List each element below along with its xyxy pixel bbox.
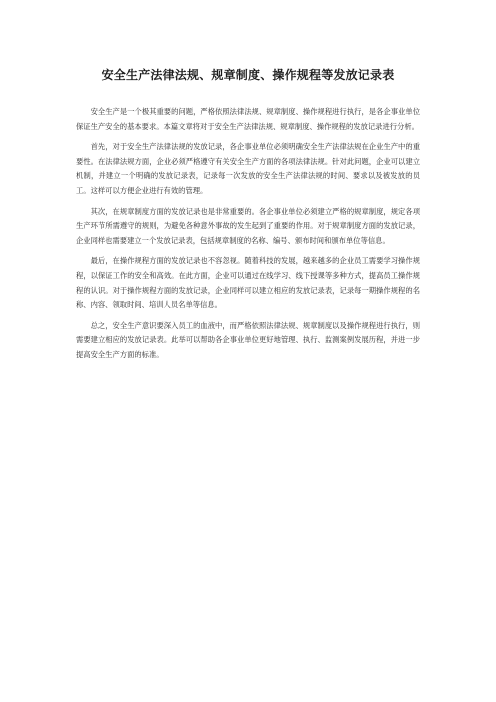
document-title: 安全生产法律法规、规章制度、操作规程等发放记录表 <box>101 68 395 82</box>
paragraph-conclusion: 总之，安全生产意识要深入员工的血液中，而严格依照法律法规、规章制度以及操作规程进行执行，则需要建立相应的发放记录表。此举可以帮助各企事业单位更好地管理、执行、监测案例发展历程，并进一步提高安全生产方面的标准。 <box>76 320 420 359</box>
paragraph-intro: 安全生产是一个极其重要的问题，严格依照法律法规、规章制度、操作规程进行执行，是各企事业单位保证生产安全的基本要求。本篇文章将对于安全生产法律法规、规章制度、操作规程的发放记录进行分析。 <box>76 107 420 131</box>
document-body <box>76 105 420 369</box>
paragraph-regulations: 其次，在规章制度方面的发放记录也是非常重要的。各企事业单位必须建立严格的规章制度，规定各项生产环节所需遵守的规则，为避免各种意外事故的发生起到了重要的作用。对于规章制度方面的发放记录，企业同样也需要建立一个发放记录表，包括规章制度的名称、编号、颁布时间和颁布单位等信息。 <box>76 206 420 245</box>
paragraph-procedures: 最后，在操作规程方面的发放记录也不容忽视。随着科技的发展，越来越多的企业员工需要学习操作规程，以保证工作的安全和高效。在此方面，企业可以通过在线学习、线下授课等多种方式，提高员工操作规程的认识。对于操作规程方面的发放记录，企业同样可以建立相应的发放记录表，记录每一期操作规程的名称、内容、领取时间、培训人员名单等信息。 <box>76 256 420 310</box>
paragraph-laws: 首先，对于安全生产法律法规的发放记录，各企事业单位必须明确安全生产法律法规在企业生产中的重要性。在法律法规方面，企业必须严格遵守有关安全生产方面的各项法律法规。针对此问题，企业可以建立机制，并建立一个明确的发放记录表，记录每一次发放的安全生产法律法规的时间、要求以及被发放的员工。这样可以方便企业进行有效的管理。 <box>76 142 420 195</box>
